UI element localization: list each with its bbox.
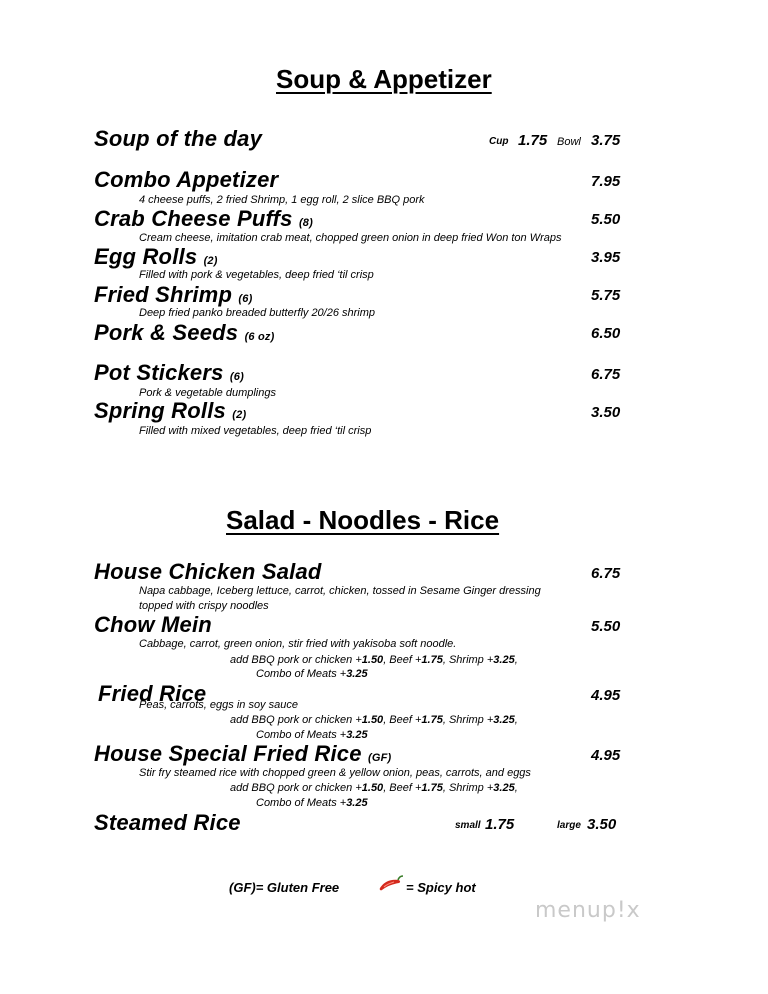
menu-item-price: 7.95 [591,173,621,190]
addon-line: add BBQ pork or chicken +1.50, Beef +1.75, Shrimp +3.25, [230,782,518,794]
menu-item-price: 5.50 [591,211,621,228]
chili-pepper-icon [378,874,404,896]
menu-item-desc: Filled with mixed vegetables, deep fried ‘til crisp [139,425,372,437]
menu-item-price: 6.50 [591,325,621,342]
menu-item-price: 3.95 [591,249,621,266]
addon-line: add BBQ pork or chicken +1.50, Beef +1.75, Shrimp +3.25, [230,654,518,666]
addon-line: add BBQ pork or chicken +1.50, Beef +1.75, Shrimp +3.25, [230,714,518,726]
menu-item-price: 6.75 [591,565,621,582]
menu-item-desc: Cream cheese, imitation crab meat, chopped green onion in deep fried Won ton Wraps [139,232,562,244]
menu-item-desc: Pork & vegetable dumplings [139,387,276,399]
menu-item-desc: 4 cheese puffs, 2 fried Shrimp, 1 egg roll, 2 slice BBQ pork [139,194,425,206]
menu-item-desc: Filled with pork & vegetables, deep fried ‘til crisp [139,269,374,281]
menu-item-name: Chow Mein [94,612,212,637]
large-price: 3.50 [587,816,617,833]
addon-combo: Combo of Meats +3.25 [256,668,368,680]
menu-item-name: Crab Cheese Puffs (8) [94,206,313,231]
small-price: 1.75 [485,816,515,833]
menu-item-desc: topped with crispy noodles [139,600,269,612]
menu-item-name: Fried Shrimp (6) [94,282,253,307]
bowl-price: 3.75 [591,132,621,149]
menu-item-name: Spring Rolls (2) [94,398,247,423]
menu-item-desc: Cabbage, carrot, green onion, stir fried with yakisoba soft noodle. [139,638,457,650]
menu-item-name: Soup of the day [94,126,262,151]
section-title-noodles: Salad - Noodles - Rice [226,505,500,535]
gluten-free-legend: (GF)= Gluten Free [229,880,340,895]
menu-item-price: 4.95 [591,747,621,764]
menu-item-price: 5.50 [591,618,621,635]
cup-label: Cup [489,136,509,147]
menu-item-price: 3.50 [591,404,621,421]
cup-price: 1.75 [518,132,548,149]
menu-item-desc: Deep fried panko breaded butterfly 20/26 shrimp [139,307,376,319]
menu-item-name: Fried Rice [98,681,207,706]
menu-item-name: Pot Stickers (6) [94,360,244,385]
menu-item-price: 6.75 [591,366,621,383]
menu-item-desc: Peas, carrots, eggs in soy sauce [139,699,298,711]
watermark-logo: menup!x [535,898,641,923]
small-label: small [455,820,481,831]
menu-item-desc: Napa cabbage, Iceberg lettuce, carrot, chicken, tossed in Sesame Ginger dressing [139,585,541,597]
menu-item-name: Egg Rolls (2) [94,244,218,269]
menu-item-name: Combo Appetizer [94,167,279,192]
menu-item-price: 5.75 [591,287,621,304]
addon-combo: Combo of Meats +3.25 [256,797,368,809]
menu-item-name: Steamed Rice [94,810,241,835]
menu-item-desc: Stir fry steamed rice with chopped green & yellow onion, peas, carrots, and eggs [139,767,531,779]
menu-item-name: House Special Fried Rice (GF) [94,741,392,766]
section-title-soup: Soup & Appetizer [276,64,492,94]
large-label: large [557,820,581,831]
menu-item-price: 4.95 [591,687,621,704]
menu-item-name: House Chicken Salad [94,559,322,584]
addon-combo: Combo of Meats +3.25 [256,729,368,741]
bowl-label: Bowl [557,136,581,148]
spicy-legend: = Spicy hot [406,880,476,895]
menu-item-name: Pork & Seeds (6 oz) [94,320,275,345]
